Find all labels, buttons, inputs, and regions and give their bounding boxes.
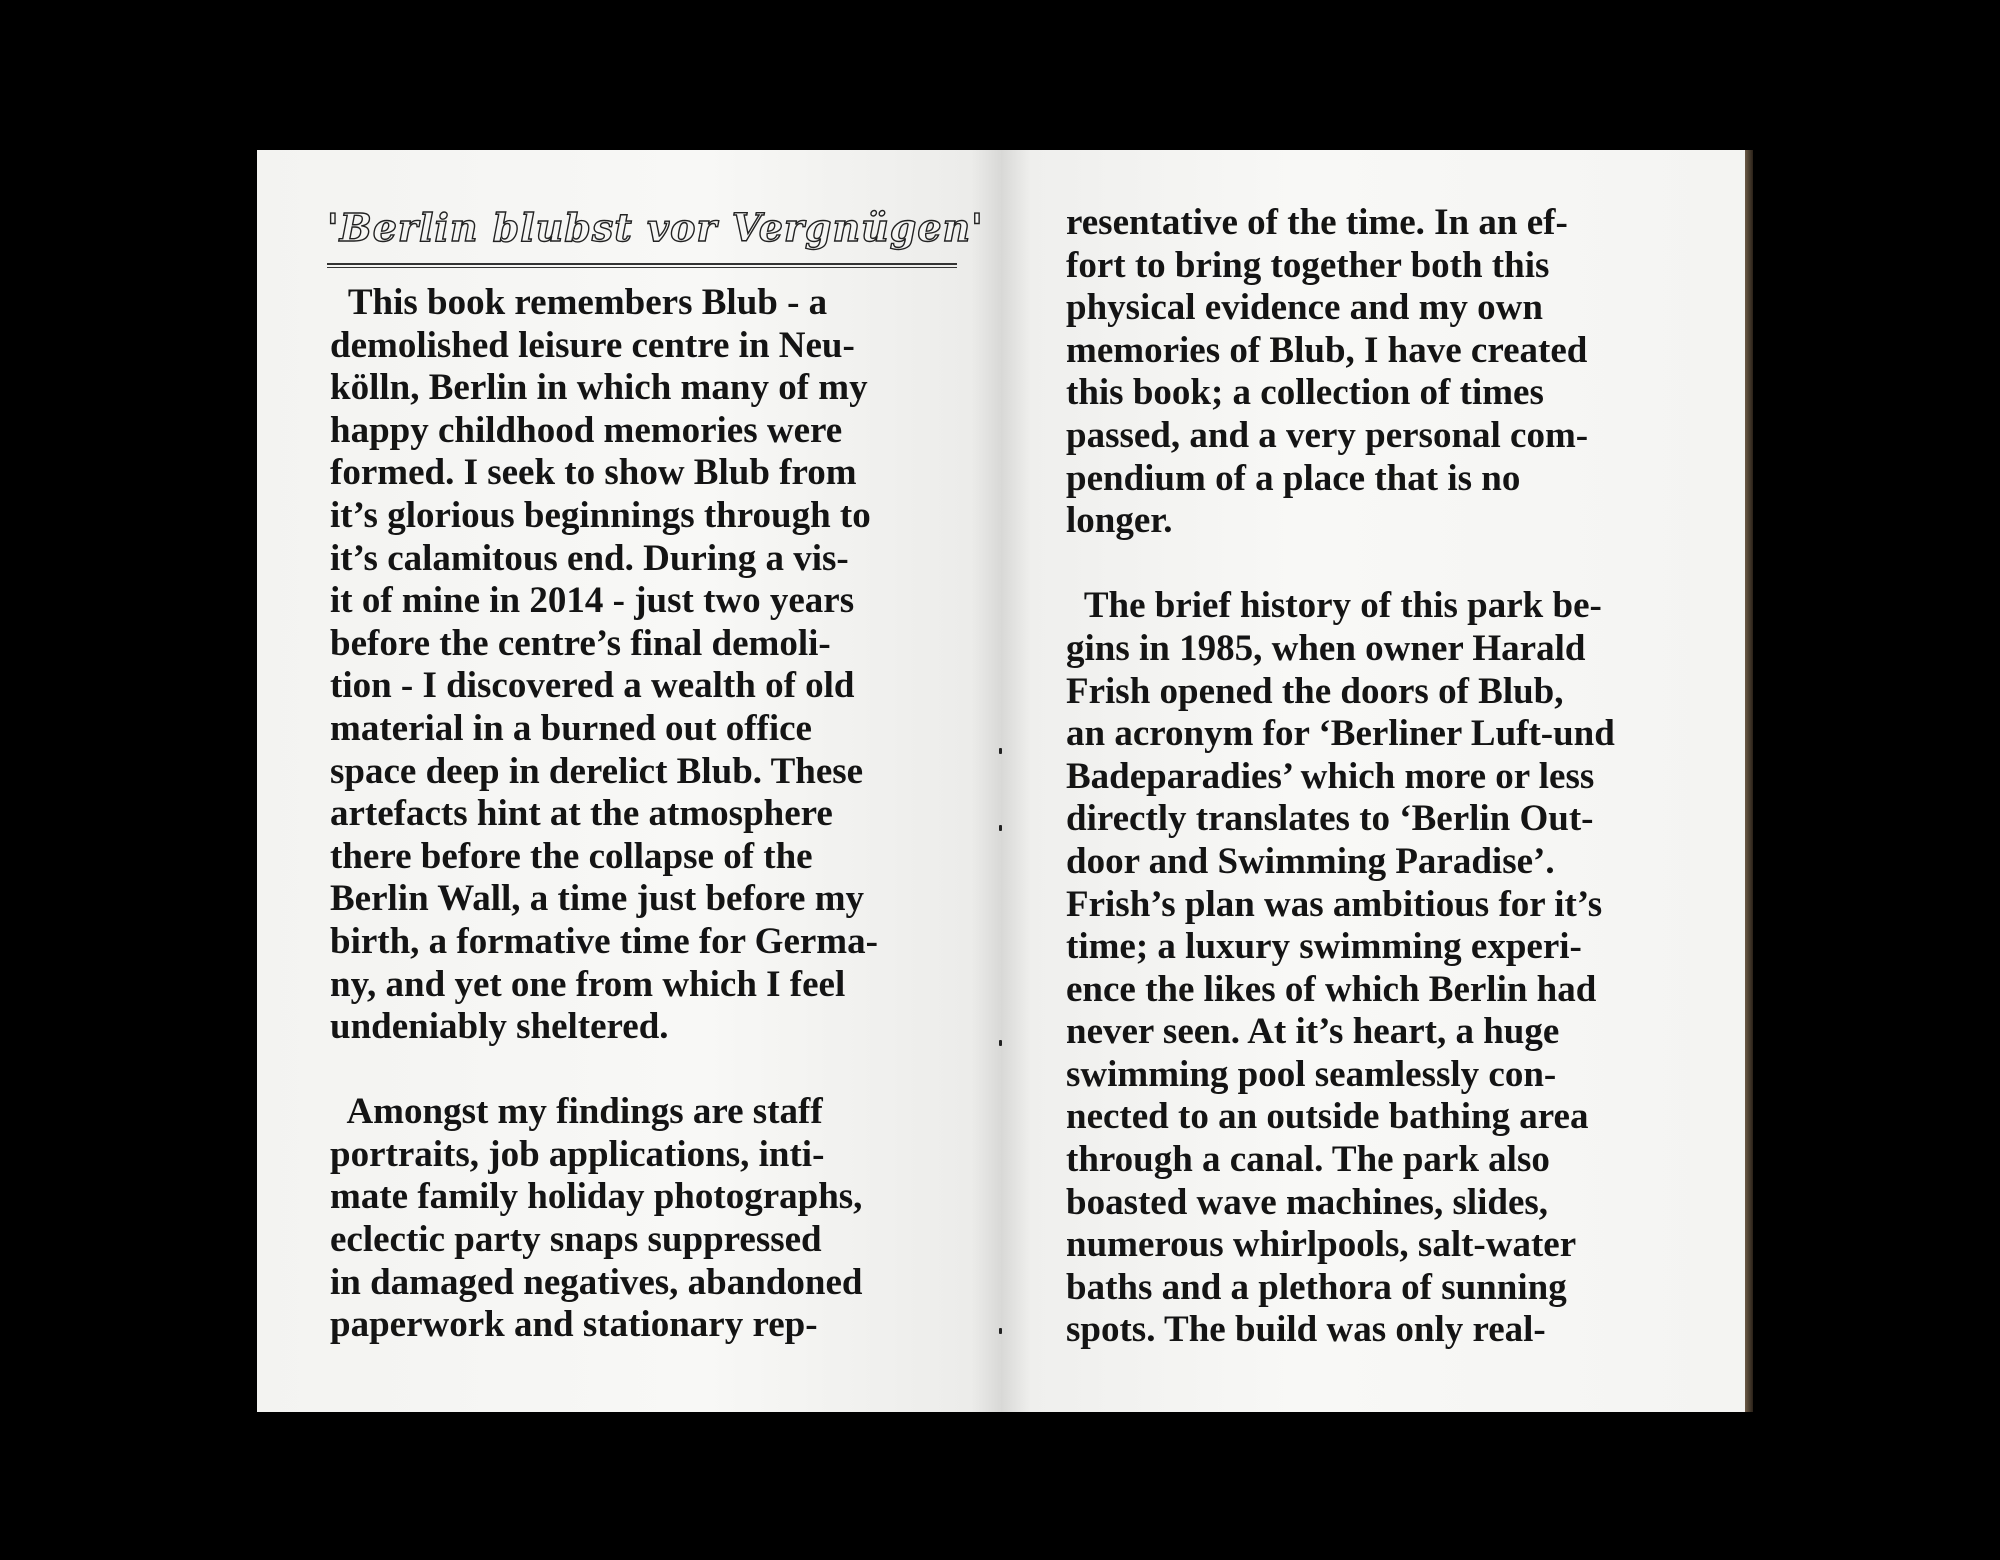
text-line: an acronym for ‘Berliner Luft-und	[1066, 713, 1615, 755]
text-line: physical evidence and my own	[1066, 287, 1543, 329]
text-line: memories of Blub, I have created	[1066, 329, 1588, 371]
text-line: kölln, Berlin in which many of my	[330, 367, 868, 409]
text-line: Berlin Wall, a time just before my	[330, 878, 865, 920]
text-line: happy childhood memories were	[330, 409, 843, 451]
text-line: baths and a plethora of sunning	[1066, 1266, 1567, 1308]
running-head: 'Berlin blubst vor Vergnügen'	[327, 205, 984, 250]
text-line: portraits, job applications, inti-	[330, 1133, 825, 1175]
text-line: tion - I discovered a wealth of old	[330, 665, 855, 707]
stitch-mark	[999, 1040, 1002, 1046]
right-page	[1001, 150, 1745, 1412]
paragraph-gap	[330, 1049, 970, 1092]
text-line: numerous whirlpools, salt-water	[1066, 1224, 1577, 1266]
text-line: door and Swimming Paradise’.	[1066, 840, 1555, 882]
text-line: undeniably sheltered.	[330, 1006, 669, 1048]
gutter-stitch-marks	[996, 150, 1006, 1412]
text-line: demolished leisure centre in Neu-	[330, 324, 855, 366]
text-line: Frish opened the doors of Blub,	[1066, 670, 1564, 712]
text-line: it’s calamitous end. During a vis-	[330, 537, 849, 579]
text-line: pendium of a place that is no	[1066, 457, 1521, 499]
text-line: gins in 1985, when owner Harald	[1066, 627, 1586, 669]
text-line: it’s glorious beginnings through to	[330, 494, 871, 536]
text-line: artefacts hint at the atmosphere	[330, 793, 833, 835]
text-line: time; a luxury swimming experi-	[1066, 926, 1582, 968]
text-line: space deep in derelict Blub. These	[330, 750, 864, 792]
book-spread	[257, 150, 1745, 1412]
running-head-rule	[327, 263, 957, 268]
left-page-text	[330, 282, 970, 1347]
text-line: fort to bring together both this	[1066, 244, 1550, 286]
text-line: eclectic party snaps suppressed	[330, 1219, 822, 1261]
paragraph-2	[330, 1091, 970, 1347]
text-line: mate family holiday photographs,	[330, 1176, 863, 1218]
paragraph-1	[330, 282, 970, 1049]
text-line: through a canal. The park also	[1066, 1139, 1550, 1181]
paragraph-4	[1066, 585, 1716, 1352]
text-line: Badeparadies’ which more or less	[1066, 755, 1595, 797]
text-line: birth, a formative time for Germa-	[330, 920, 878, 962]
text-line: in damaged negatives, abandoned	[330, 1261, 863, 1303]
text-line: there before the collapse of the	[330, 835, 813, 877]
page-edge	[1745, 150, 1753, 1412]
text-line: ence the likes of which Berlin had	[1066, 968, 1597, 1010]
text-line: ny, and yet one from which I feel	[330, 963, 846, 1005]
text-line: Amongst my findings are staff	[330, 1091, 823, 1133]
text-line: boasted wave machines, slides,	[1066, 1181, 1549, 1223]
stitch-mark	[999, 748, 1002, 754]
text-line: longer.	[1066, 500, 1173, 542]
text-line: spots. The build was only real-	[1066, 1309, 1546, 1351]
stitch-mark	[999, 1328, 1002, 1334]
text-line: nected to an outside bathing area	[1066, 1096, 1589, 1138]
text-line: Frish’s plan was ambitious for it’s	[1066, 883, 1603, 925]
text-line: it of mine in 2014 - just two years	[330, 580, 855, 622]
text-line: passed, and a very personal com-	[1066, 414, 1589, 456]
stitch-mark	[999, 825, 1002, 831]
text-line: The brief history of this park be-	[1066, 585, 1602, 627]
text-line: swimming pool seamlessly con-	[1066, 1053, 1557, 1095]
paragraph-gap	[1066, 543, 1716, 586]
text-line: before the centre’s final demoli-	[330, 622, 831, 664]
text-line: material in a burned out office	[330, 707, 812, 749]
left-page	[257, 150, 1001, 1412]
paragraph-3	[1066, 202, 1716, 543]
text-line: paperwork and stationary rep-	[330, 1304, 818, 1346]
text-line: resentative of the time. In an ef-	[1066, 202, 1568, 243]
text-line: directly translates to ‘Berlin Out-	[1066, 798, 1594, 840]
text-line: this book; a collection of times	[1066, 372, 1544, 414]
right-page-text	[1066, 202, 1716, 1352]
text-line: never seen. At it’s heart, a huge	[1066, 1011, 1560, 1053]
text-line: formed. I seek to show Blub from	[330, 452, 857, 494]
text-line: This book remembers Blub - a	[330, 282, 828, 323]
